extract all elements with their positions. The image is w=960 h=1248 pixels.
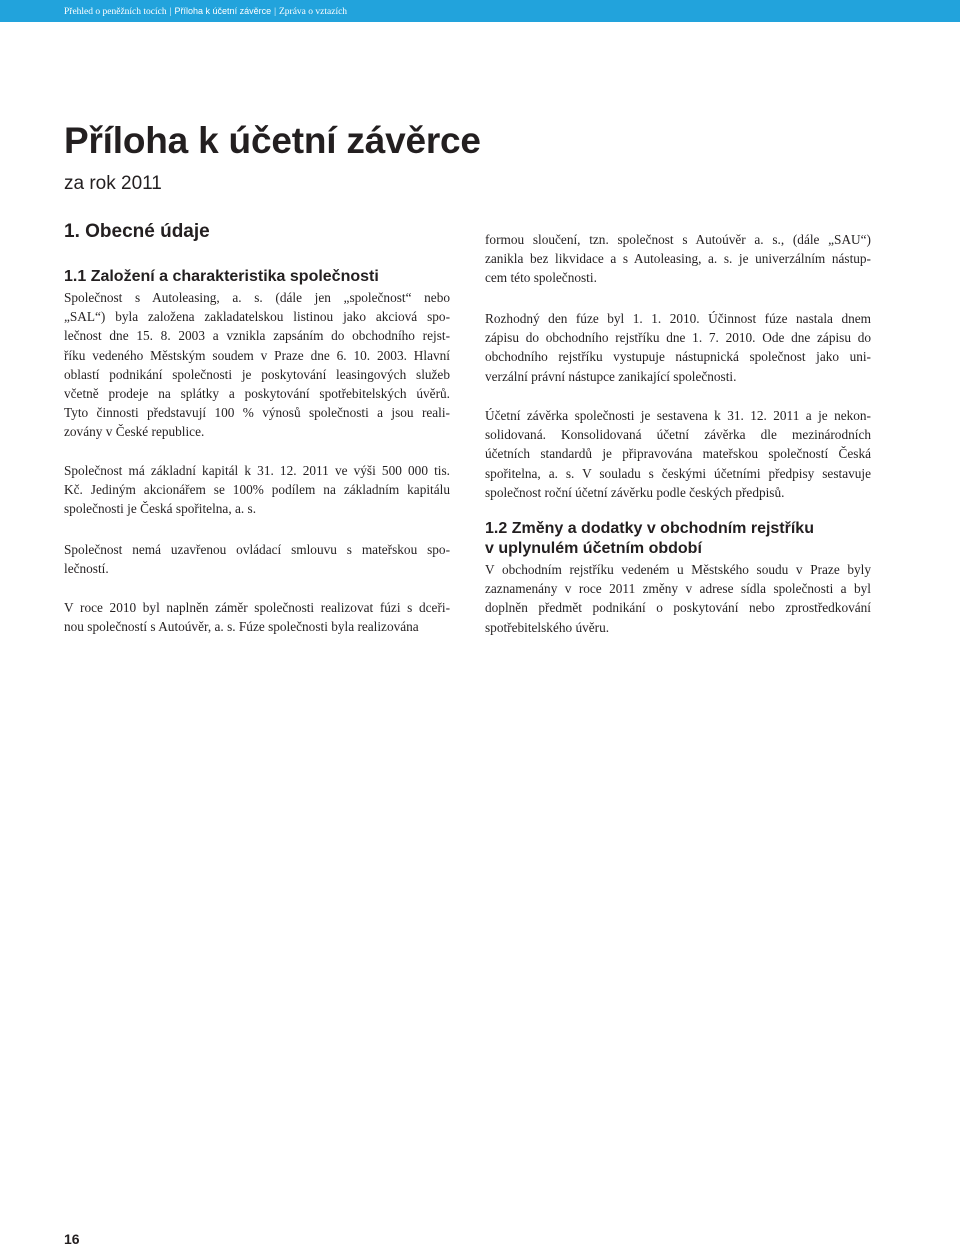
page-title: Příloha k účetní závěrce <box>64 120 481 161</box>
text-line: „SAL“) byla založena zakladatelskou listinou jako akciová spo- <box>64 309 450 325</box>
paragraph <box>64 598 450 636</box>
text-line: říku vedeného Městským soudem v Praze dne 6. 10. 2003. Hlavní <box>64 347 450 363</box>
subsection-heading-1-1: 1.1 Založení a charakteristika společnosti <box>64 268 379 285</box>
page-number: 16 <box>64 1231 80 1247</box>
paragraph <box>485 309 871 386</box>
text-line: Společnost má základní kapitál k 31. 12. 2011 ve výši 500 000 tis. <box>64 463 450 478</box>
paragraph <box>64 540 450 578</box>
breadcrumb-separator: | <box>274 7 276 17</box>
paragraph <box>64 461 450 519</box>
text-line: verzální právní nástupce zanikající společnosti. <box>485 368 737 384</box>
text-line: lečnost dne 15. 8. 2003 a vznikla zapsáním do obchodního rejst- <box>64 328 450 344</box>
text-line: spotřebitelského úvěru. <box>485 619 610 635</box>
text-line: zanikla bez likvidace a s Autoleasing, a. s. je univerzálním nástup- <box>485 251 871 267</box>
paragraph <box>64 288 450 442</box>
subsection-heading-1-2: 1.2 Změny a dodatky v obchodním rejstříku <box>485 520 814 537</box>
breadcrumb-item-notes[interactable]: Příloha k účetní závěrce <box>174 6 272 16</box>
text-line: Kč. Jediným akcionářem se 100% podílem na základním kapitálu <box>64 482 450 498</box>
breadcrumb-item-relations-report[interactable]: Zpráva o vztazích <box>279 7 348 17</box>
text-line: Účetní závěrka společnosti je sestavena k 31. 12. 2011 a je nekon- <box>485 408 871 423</box>
subsection-heading-1-2-line2: v uplynulém účetním období <box>485 540 702 557</box>
text-line: cem této společnosti. <box>485 270 597 286</box>
text-line: solidovaná. Konsolidovaná účetní závěrka dle mezinárodních <box>485 427 871 443</box>
text-line: oblastí podnikání společnosti je poskytování leasingových služeb <box>64 366 450 382</box>
text-line: Společnost nemá uzavřenou ovládací smlouvu s mateřskou spo- <box>64 542 450 557</box>
paragraph <box>485 230 871 288</box>
text-line: formou sloučení, tzn. společnost s Autoúvěr a. s., (dále „SAU“) <box>485 232 871 247</box>
paragraph <box>485 560 871 637</box>
text-line: zápisu do obchodního rejstříku dne 1. 7. 2010. Ode dne zápisu do <box>485 330 871 346</box>
text-line: spořitelna, a. s. V souladu s českými účetními předpisy sestavuje <box>485 465 871 481</box>
text-line: V obchodním rejstříku vedeném u Městského soudu v Praze byly <box>485 562 871 577</box>
text-line: lečností. <box>64 561 109 577</box>
text-line: včetně prodeje na splátky a poskytování spotřebitelských úvěrů. <box>64 386 450 402</box>
section-heading: 1. Obecné údaje <box>64 221 210 242</box>
text-line: nou společností s Autoúvěr, a. s. Fúze společnosti byla realizována <box>64 619 419 635</box>
breadcrumb-item-cash-flow[interactable]: Přehled o peněžních tocích <box>64 7 167 17</box>
text-line: Společnost s Autoleasing, a. s. (dále jen „společnost“ nebo <box>64 290 450 305</box>
text-line: účetních standardů je připravována mateřskou společností Česká <box>485 446 871 462</box>
paragraph <box>485 406 871 502</box>
text-line: společnost roční účetní závěrku podle českých předpisů. <box>485 484 785 500</box>
breadcrumb-separator: | <box>169 7 172 17</box>
text-line: zovány v České republice. <box>64 424 205 440</box>
text-line: zaznamenány v roce 2011 změny v adrese sídla společnosti a byl <box>485 581 871 597</box>
text-line: společnosti je Česká spořitelna, a. s. <box>64 501 257 517</box>
page-subtitle: za rok 2011 <box>64 173 162 194</box>
text-line: V roce 2010 byl naplněn záměr společnosti realizovat fúzi s dceři- <box>64 600 450 615</box>
breadcrumb <box>64 0 347 23</box>
text-line: doplněn předmět podnikání o poskytování nebo zprostředkování <box>485 600 871 616</box>
text-line: obchodního rejstříku vystupuje nástupnická společnost jako uni- <box>485 349 871 365</box>
text-line: Tyto činnosti představují 100 % výnosů společnosti a jsou reali- <box>64 405 450 421</box>
text-line: Rozhodný den fúze byl 1. 1. 2010. Účinnost fúze nastala dnem <box>485 311 871 326</box>
header-bar <box>0 0 960 22</box>
